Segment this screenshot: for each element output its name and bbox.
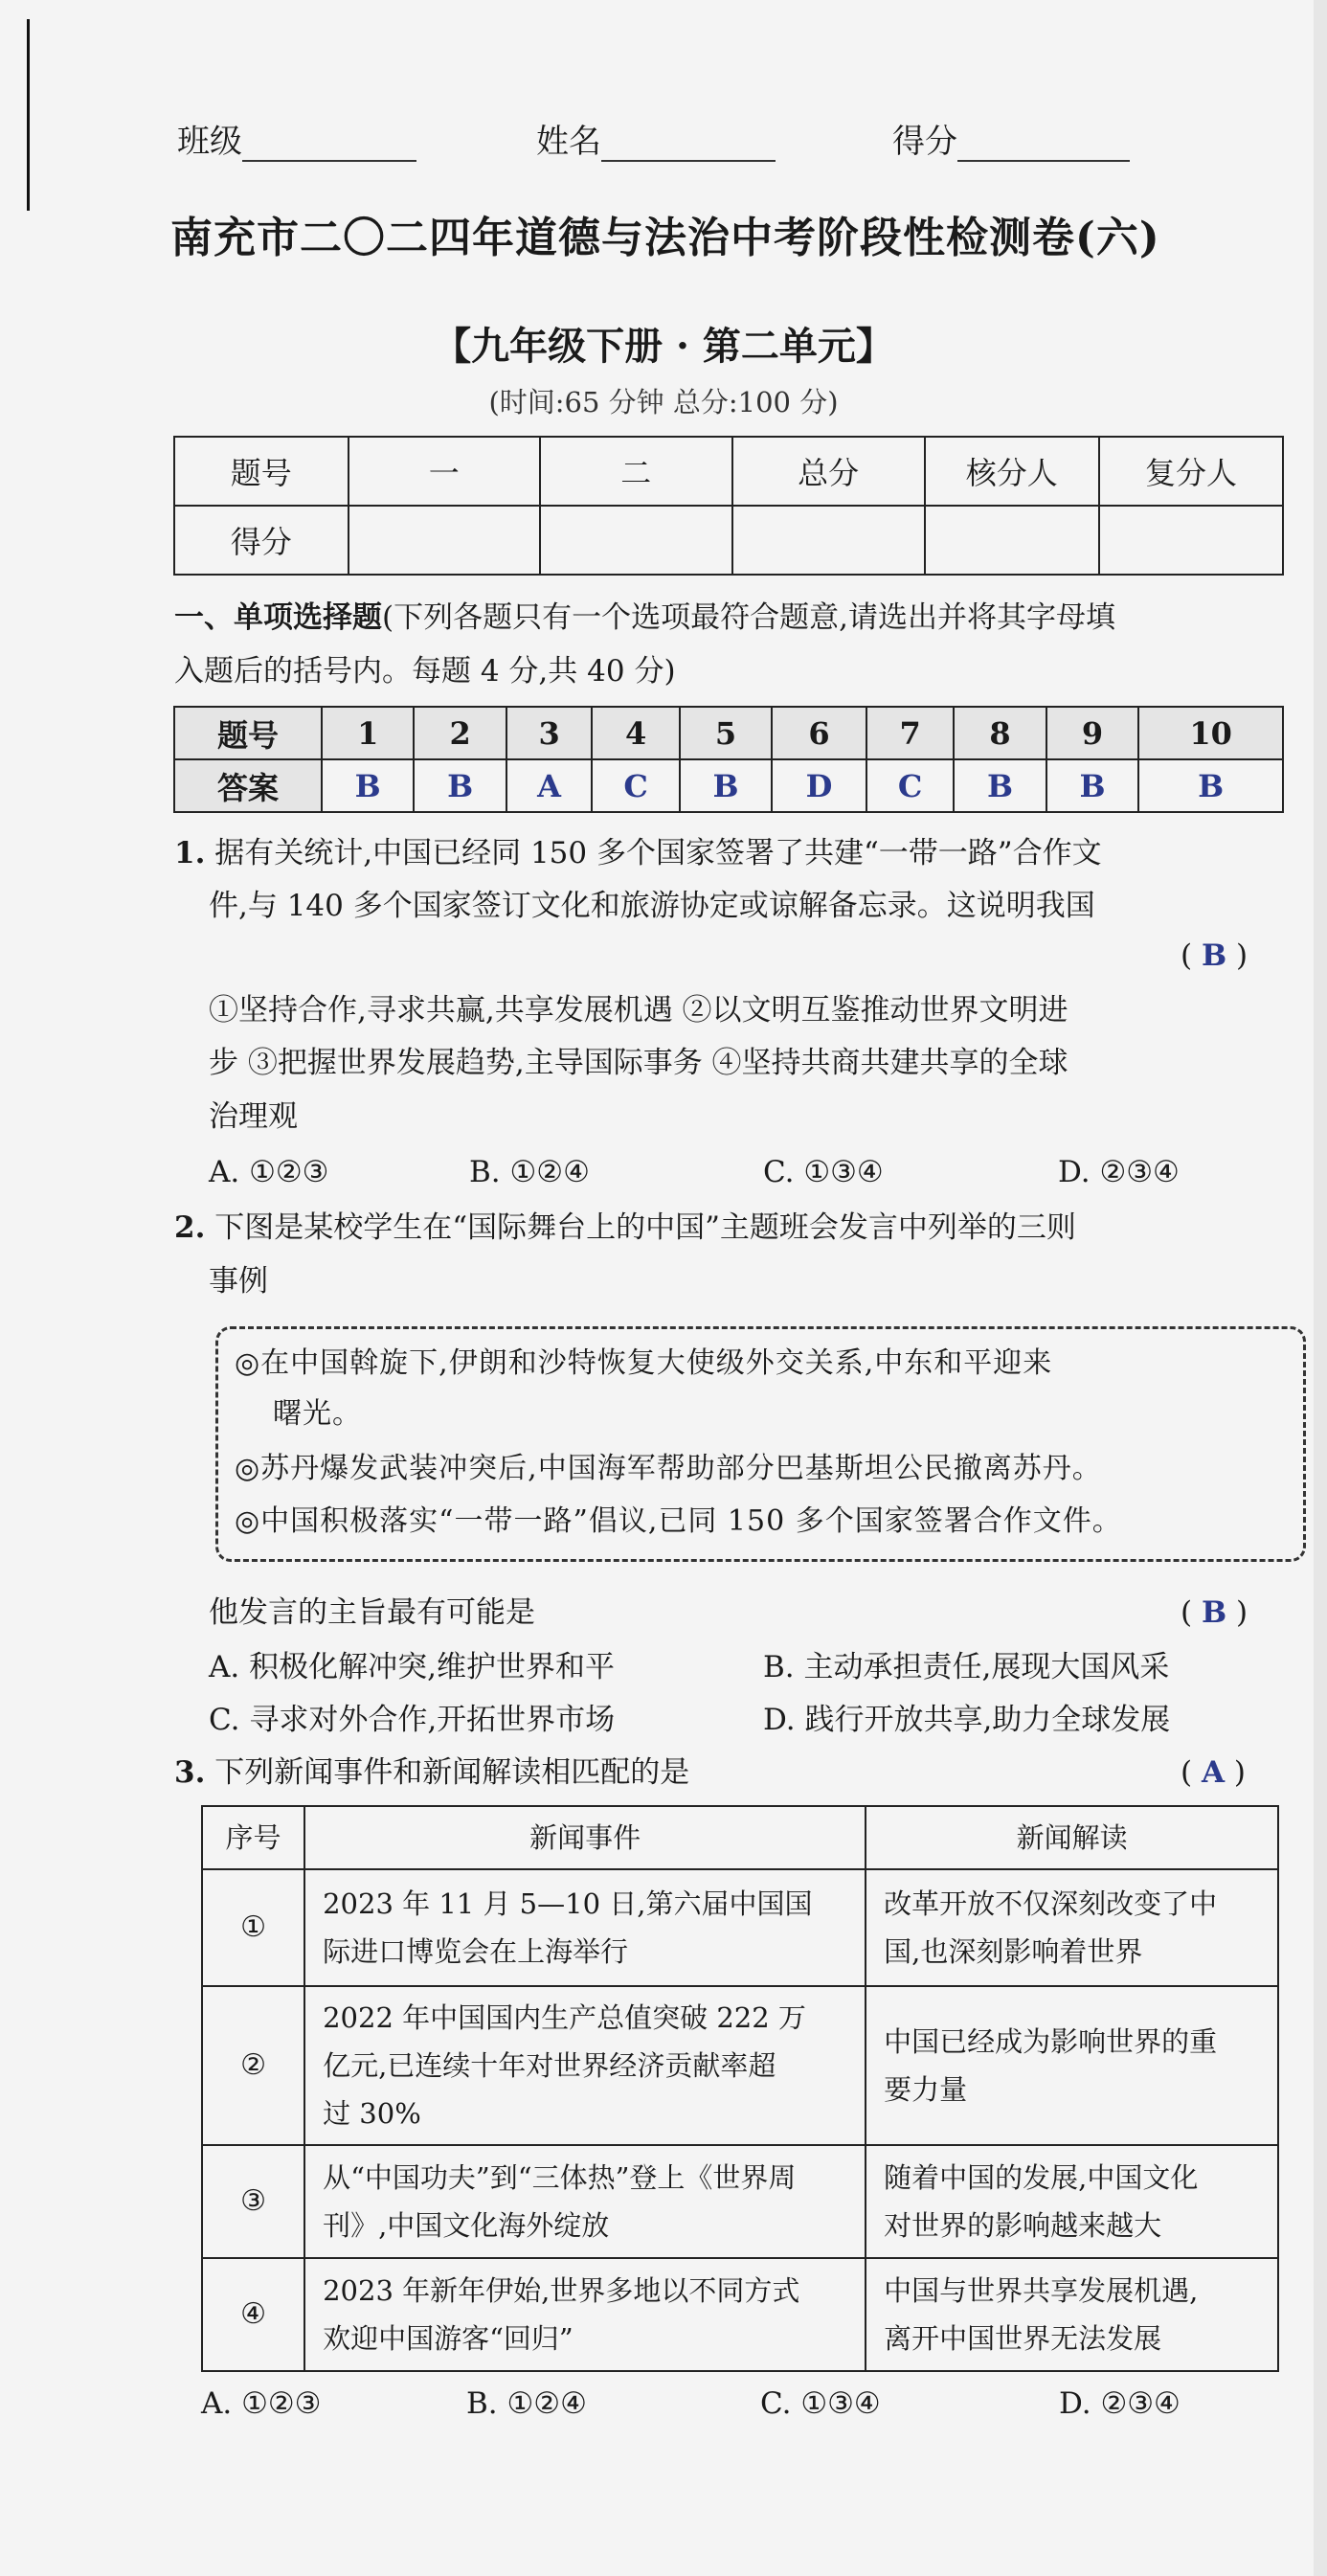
answer-table-answer-row xyxy=(174,759,1283,812)
name-label: 姓名 xyxy=(536,123,601,161)
q2-stem-2: 事例 xyxy=(209,1264,268,1299)
q2-answer-bracket[interactable]: ( B ) xyxy=(1181,1595,1248,1630)
q2-option-d[interactable]: D. 践行开放共享,助力全球发展 xyxy=(763,1703,1171,1737)
score-input-cell[interactable] xyxy=(732,506,925,575)
section1-heading: 一、单项选择题 xyxy=(174,600,382,635)
q3-number: 3. xyxy=(174,1755,206,1790)
news-interp-line: 改革开放不仅深刻改变了中 xyxy=(884,1887,1218,1920)
q2-box-item-3: ◎中国积极落实“一带一路”倡议,已同 150 多个国家签署合作文件。 xyxy=(235,1504,1122,1538)
question-number-cell: 5 xyxy=(680,707,772,759)
news-event-line: 2022 年中国国内生产总值突破 222 万 xyxy=(323,2001,806,2034)
question-number-cell: 2 xyxy=(414,707,506,759)
news-event-line: 2023 年 11 月 5—10 日,第六届中国国 xyxy=(323,1887,813,1920)
answer-table-a-label: 答案 xyxy=(174,759,322,812)
score-input-cell[interactable] xyxy=(349,506,540,575)
q3-option-d[interactable]: D. ②③④ xyxy=(1059,2386,1181,2421)
news-table-row xyxy=(202,1869,1278,1986)
news-interp-line: 对世界的影响越来越大 xyxy=(884,2209,1162,2242)
section1-instructions-1: (下列各题只有一个选项最符合题意,请选出并将其字母填 xyxy=(382,600,1115,635)
q1-number: 1. xyxy=(174,836,206,870)
exam-subtitle: 【九年级下册 · 第二单元】 xyxy=(433,324,894,369)
news-table-row xyxy=(202,2258,1278,2371)
q3-answer: A xyxy=(1201,1755,1226,1790)
answer-cell[interactable]: D xyxy=(772,759,866,812)
q2-box-item-1a: ◎在中国斡旋下,伊朗和沙特恢复大使级外交关系,中东和平迎来 xyxy=(235,1346,1053,1380)
section1-instructions-2: 入题后的括号内。每题 4 分,共 40 分) xyxy=(174,654,676,689)
q2-box-item-1b: 曙光。 xyxy=(273,1397,362,1431)
news-row-interp xyxy=(866,2145,1278,2258)
q2-number: 2. xyxy=(174,1210,206,1245)
answer-cell[interactable]: C xyxy=(866,759,955,812)
section1-line1 xyxy=(174,591,1115,644)
news-row-interp xyxy=(866,1986,1278,2145)
news-interp-line: 中国已经成为影响世界的重 xyxy=(884,2025,1218,2058)
news-event-line: 刊》,中国文化海外绽放 xyxy=(323,2209,610,2242)
answer-cell[interactable]: B xyxy=(322,759,414,812)
news-interp-line: 中国与世界共享发展机遇, xyxy=(884,2274,1199,2307)
news-header-num: 序号 xyxy=(202,1806,304,1869)
answer-table xyxy=(173,706,1284,813)
score-table-header-row xyxy=(174,437,1283,506)
answer-cell[interactable]: A xyxy=(506,759,593,812)
score-header-cell: 复分人 xyxy=(1099,437,1283,506)
question-number-cell: 1 xyxy=(322,707,414,759)
news-header-interp: 新闻解读 xyxy=(866,1806,1278,1869)
answer-cell[interactable]: B xyxy=(1138,759,1283,812)
news-table-header-row xyxy=(202,1806,1278,1869)
news-event-line: 际进口博览会在上海举行 xyxy=(323,1935,629,1968)
q3-news-table xyxy=(201,1805,1279,2372)
score-input-cell[interactable] xyxy=(540,506,731,575)
answer-cell[interactable]: B xyxy=(680,759,772,812)
score-table xyxy=(173,436,1284,576)
q1-stem-1: 据有关统计,中国已经同 150 多个国家签署了共建“一带一路”合作文 xyxy=(214,836,1102,870)
q3-option-a[interactable]: A. ①②③ xyxy=(201,2386,322,2421)
q1-stem-line1 xyxy=(174,826,1102,880)
question-number-cell: 10 xyxy=(1138,707,1283,759)
score-input-cell[interactable] xyxy=(925,506,1099,575)
q2-option-c[interactable]: C. 寻求对外合作,开拓世界市场 xyxy=(209,1703,616,1737)
q1-items-2: 步 ③把握世界发展趋势,主导国际事务 ④坚持共商共建共享的全球 xyxy=(209,1046,1068,1080)
answer-cell[interactable]: B xyxy=(954,759,1046,812)
q3-answer-bracket[interactable]: ( A ) xyxy=(1181,1755,1246,1790)
news-row-num: ④ xyxy=(202,2258,304,2371)
q2-option-a[interactable]: A. 积极化解冲突,维护世界和平 xyxy=(209,1650,615,1684)
class-field[interactable] xyxy=(177,115,416,162)
news-row-event xyxy=(304,2258,866,2371)
score-input-cell[interactable] xyxy=(1099,506,1283,575)
q2-option-b[interactable]: B. 主动承担责任,展现大国风采 xyxy=(763,1650,1170,1684)
score-table-score-row xyxy=(174,506,1283,575)
question-number-cell: 6 xyxy=(772,707,866,759)
score-blank[interactable] xyxy=(957,129,1130,162)
news-event-line: 2023 年新年伊始,世界多地以不同方式 xyxy=(323,2274,800,2307)
news-header-event: 新闻事件 xyxy=(304,1806,866,1869)
news-event-line: 亿元,已连续十年对世界经济贡献率超 xyxy=(323,2049,776,2082)
q1-answer-bracket[interactable]: ( B ) xyxy=(1181,938,1248,973)
news-interp-line: 随着中国的发展,中国文化 xyxy=(884,2161,1199,2194)
name-blank[interactable] xyxy=(601,129,776,162)
news-row-interp xyxy=(866,1869,1278,1986)
q1-option-d[interactable]: D. ②③④ xyxy=(1058,1155,1180,1189)
q1-items-1: ①坚持合作,寻求共赢,共享发展机遇 ②以文明互鉴推动世界文明进 xyxy=(209,993,1068,1028)
news-row-num: ① xyxy=(202,1869,304,1986)
score-header-cell: 二 xyxy=(540,437,731,506)
q2-answer: B xyxy=(1201,1595,1227,1630)
news-row-event xyxy=(304,1869,866,1986)
time-info: (时间:65 分钟 总分:100 分) xyxy=(488,386,839,418)
news-row-event xyxy=(304,1986,866,2145)
score-header-cell: 总分 xyxy=(732,437,925,506)
q1-stem-2: 件,与 140 多个国家签订文化和旅游协定或谅解备忘录。这说明我国 xyxy=(209,889,1095,923)
answer-cell[interactable]: B xyxy=(1046,759,1138,812)
news-interp-line: 国,也深刻影响着世界 xyxy=(884,1935,1143,1968)
q3-option-c[interactable]: C. ①③④ xyxy=(760,2386,881,2421)
news-interp-line: 要力量 xyxy=(884,2073,968,2106)
answer-table-number-row xyxy=(174,707,1283,759)
q2-stem-1: 下图是某校学生在“国际舞台上的中国”主题班会发言中列举的三则 xyxy=(214,1210,1076,1245)
class-label: 班级 xyxy=(177,123,242,161)
news-table-row xyxy=(202,2145,1278,2258)
news-row-num: ② xyxy=(202,1986,304,2145)
question-number-cell: 9 xyxy=(1046,707,1138,759)
q2-stem-line1 xyxy=(174,1201,1076,1254)
news-row-event xyxy=(304,2145,866,2258)
score-label: 得分 xyxy=(892,123,957,161)
q1-answer: B xyxy=(1201,938,1227,973)
exam-title: 南充市二〇二四年道德与法治中考阶段性检测卷(六) xyxy=(170,214,1160,262)
score-row-label: 得分 xyxy=(174,506,349,575)
news-row-num: ③ xyxy=(202,2145,304,2258)
q2-question: 他发言的主旨最有可能是 xyxy=(209,1595,535,1630)
q3-option-b[interactable]: B. ①②④ xyxy=(466,2386,587,2421)
score-header-cell: 一 xyxy=(349,437,540,506)
answer-cell[interactable]: B xyxy=(414,759,506,812)
q3-stem-line xyxy=(174,1746,689,1799)
q2-box-item-2: ◎苏丹爆发武装冲突后,中国海军帮助部分巴基斯坦公民撤离苏丹。 xyxy=(235,1452,1102,1485)
question-number-cell: 8 xyxy=(954,707,1046,759)
q1-option-c[interactable]: C. ①③④ xyxy=(763,1155,884,1189)
score-header-cell: 题号 xyxy=(174,437,349,506)
question-number-cell: 7 xyxy=(866,707,955,759)
question-number-cell: 3 xyxy=(506,707,593,759)
question-number-cell: 4 xyxy=(592,707,680,759)
news-event-line: 过 30% xyxy=(323,2097,421,2130)
q1-items-3: 治理观 xyxy=(209,1099,298,1134)
q1-option-b[interactable]: B. ①②④ xyxy=(469,1155,590,1189)
name-field[interactable] xyxy=(536,115,776,162)
binding-rule xyxy=(27,19,30,211)
q1-option-a[interactable]: A. ①②③ xyxy=(209,1155,329,1189)
answer-table-q-label: 题号 xyxy=(174,707,322,759)
news-interp-line: 离开中国世界无法发展 xyxy=(884,2322,1162,2355)
news-event-line: 从“中国功夫”到“三体热”登上《世界周 xyxy=(323,2161,797,2194)
score-header-cell: 核分人 xyxy=(925,437,1099,506)
news-row-interp xyxy=(866,2258,1278,2371)
class-blank[interactable] xyxy=(242,129,416,162)
score-field[interactable] xyxy=(892,115,1130,162)
q3-stem: 下列新闻事件和新闻解读相匹配的是 xyxy=(214,1755,690,1790)
news-table-row xyxy=(202,1986,1278,2145)
news-event-line: 欢迎中国游客“回归” xyxy=(323,2322,574,2355)
answer-cell[interactable]: C xyxy=(592,759,680,812)
